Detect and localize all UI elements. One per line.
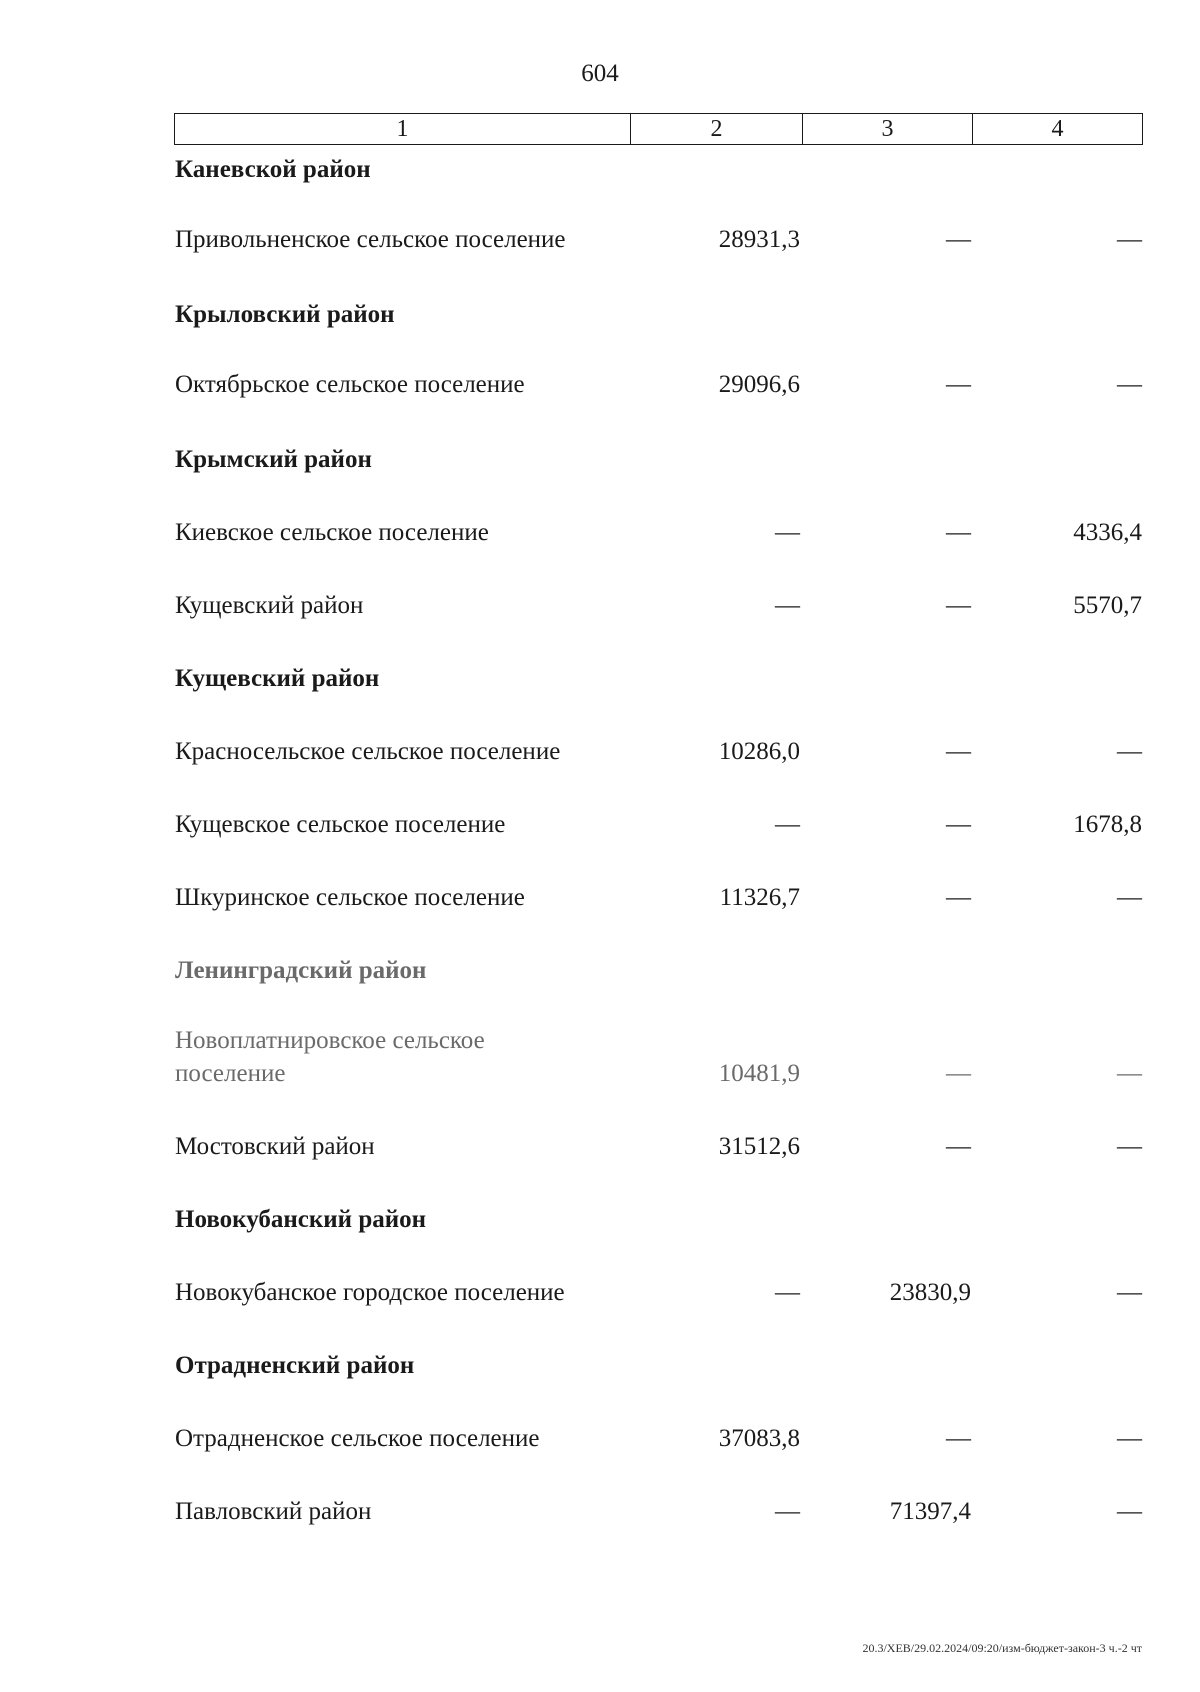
table-row	[0, 1422, 1200, 1462]
settlement-name: Киевское сельское поселение	[175, 519, 489, 546]
value-col-2: 28931,3	[718, 226, 800, 253]
value-col-2: —	[775, 1279, 800, 1306]
table-row	[0, 589, 1200, 629]
table-row	[0, 881, 1200, 921]
region-heading-row	[0, 954, 1200, 994]
table-row	[0, 368, 1200, 408]
table-row	[0, 1276, 1200, 1316]
value-col-4: —	[1117, 1425, 1142, 1452]
settlement-name: Кущевский район	[175, 592, 364, 619]
value-col-4: —	[1117, 1279, 1142, 1306]
table-row	[0, 1024, 1200, 1096]
value-col-4: 1678,8	[1073, 811, 1142, 838]
value-col-4: 5570,7	[1073, 592, 1142, 619]
value-col-4: 4336,4	[1073, 519, 1142, 546]
page-number: 604	[581, 60, 619, 87]
column-header-3: 3	[803, 114, 973, 144]
value-col-3: —	[946, 226, 971, 253]
region-name: Кущевский район	[175, 665, 380, 692]
region-heading-row	[0, 153, 1200, 193]
settlement-name: Новокубанское городское поселение	[175, 1279, 565, 1306]
region-heading-row	[0, 1349, 1200, 1389]
value-col-3: —	[946, 811, 971, 838]
table-row	[0, 223, 1200, 263]
value-col-2: —	[775, 811, 800, 838]
value-col-3: —	[946, 592, 971, 619]
value-col-3: —	[946, 371, 971, 398]
value-col-2: 10481,9	[718, 1060, 800, 1087]
table-row	[0, 516, 1200, 556]
settlement-name: Привольненское сельское поселение	[175, 226, 566, 253]
settlement-name: Красносельское сельское поселение	[175, 738, 561, 765]
value-col-3: —	[946, 1133, 971, 1160]
region-heading-row	[0, 1203, 1200, 1243]
value-col-3: —	[946, 1060, 971, 1087]
value-col-2: 29096,6	[718, 371, 800, 398]
settlement-name: Октябрьское сельское поселение	[175, 371, 525, 398]
table-row	[0, 808, 1200, 848]
settlement-name: Отрадненское сельское поселение	[175, 1425, 540, 1452]
column-header-1: 1	[175, 114, 631, 144]
value-col-4: —	[1117, 1133, 1142, 1160]
value-col-3: —	[946, 1425, 971, 1452]
region-heading-row	[0, 443, 1200, 483]
settlement-name-line-1: Новоплатнировское сельское	[175, 1027, 485, 1054]
region-name: Ленинградский район	[175, 957, 427, 984]
settlement-name: Павловский район	[175, 1498, 372, 1525]
value-col-3: 23830,9	[889, 1279, 971, 1306]
region-heading-row	[0, 298, 1200, 338]
value-col-3: —	[946, 738, 971, 765]
value-col-3: 71397,4	[889, 1498, 971, 1525]
value-col-3: —	[946, 519, 971, 546]
value-col-2: —	[775, 519, 800, 546]
region-name: Отрадненский район	[175, 1352, 415, 1379]
column-header-row	[174, 113, 1143, 145]
table-row	[0, 735, 1200, 775]
value-col-2: 11326,7	[719, 884, 800, 911]
value-col-2: 31512,6	[718, 1133, 800, 1160]
value-col-4: —	[1117, 1498, 1142, 1525]
value-col-4: —	[1117, 226, 1142, 253]
region-name: Новокубанский район	[175, 1206, 427, 1233]
value-col-4: —	[1117, 1060, 1142, 1087]
table-row	[0, 1130, 1200, 1170]
value-col-4: —	[1117, 884, 1142, 911]
document-footer-reference: 20.3/ХЕВ/29.02.2024/09:20/изм-бюджет-закон-3 ч.-2 чт	[862, 1641, 1142, 1655]
settlement-name: Мостовский район	[175, 1133, 375, 1160]
region-name: Каневской район	[175, 156, 371, 183]
region-name: Крымский район	[175, 446, 372, 473]
settlement-name: Шкуринское сельское поселение	[175, 884, 525, 911]
value-col-2: —	[775, 592, 800, 619]
value-col-3: —	[946, 884, 971, 911]
table-row	[0, 1495, 1200, 1535]
value-col-2: 37083,8	[718, 1425, 800, 1452]
value-col-2: 10286,0	[718, 738, 800, 765]
value-col-2: —	[775, 1498, 800, 1525]
value-col-4: —	[1117, 738, 1142, 765]
settlement-name-line-2: поселение	[175, 1060, 286, 1087]
value-col-4: —	[1117, 371, 1142, 398]
column-header-4: 4	[1051, 116, 1064, 142]
column-header-2: 2	[631, 114, 803, 144]
region-name: Крыловский район	[175, 301, 395, 328]
settlement-name: Кущевское сельское поселение	[175, 811, 506, 838]
region-heading-row	[0, 662, 1200, 702]
